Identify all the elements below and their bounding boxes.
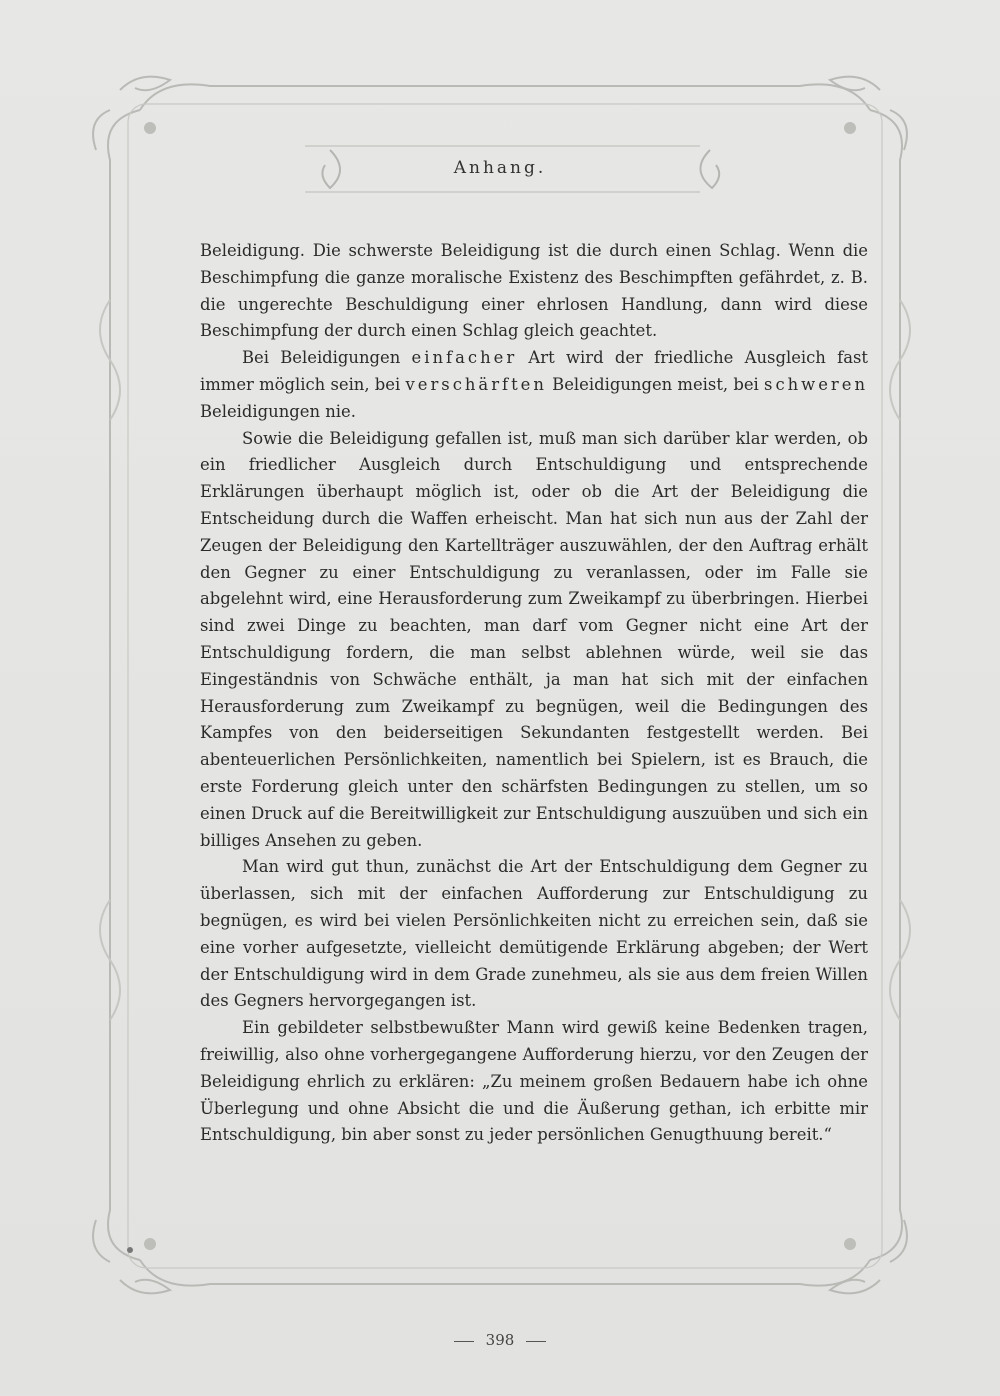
page-number-footer (0, 1331, 1000, 1349)
running-title: Anhang. (453, 158, 547, 178)
text-segment: Ein gebildeter selbstbewußter Mann wird gewiß keine Bedenken tragen, freiwillig, also ohne vorhergegangene Aufforderung hierzu, vor den Zeugen der Beleidigung ehrlich zu erklären: „Zu meinem großen Bedauern habe ich ohne Überlegung und ohne Absicht die und die Äußerung gethan, ich erbitte mir Entschuldigung, bin aber sonst zu jeder persönlichen Genugthuung bereit.“ (200, 1018, 868, 1145)
text-segment: Beleidigungen meist, bei (546, 374, 765, 394)
text-segment: Sowie die Beleidigung gefallen ist, muß man sich darüber klar werden, ob ein friedlicher Ausgleich durch Entschuldigung und entsprechende Erklärungen überhaupt möglich ist, oder ob die Art der Beleidigung die Entscheidung durch die Waffen erheischt. Man hat sich nun aus der Zahl der Zeugen der Beleidigung den Kartellträger auszuwählen, der den Auftrag erhält den Gegner zu einer Entschuldigung zu veranlassen, oder im Falle sie abgelehnt wird, eine Herausforderung zum Zweikampf zu überbringen. Hierbei sind zwei Dinge zu beachten, man darf vom Gegner nicht eine Art der Entschuldigung fordern, die man selbst ablehnen würde, weil sie das Eingeständnis von Schwäche enthält, ja man hat sich mit der einfachen Herausforderung zum Zweikampf zu begnügen, weil die Bedingungen des Kampfes von den beiderseitigen Sekundanten festgestellt werden. Bei abenteuerlichen Persönlichkeiten, namentlich bei Spielern, ist es Brauch, die erste Forderung gleich unter den schärfsten Bedingungen zu stellen, um so einen Druck auf die Bereitwilligkeit zur Entschuldigung auszuüben und sich ein billiges Ansehen zu geben. (200, 428, 868, 850)
paragraph-3 (200, 426, 868, 855)
text-segment: Bei Beleidigungen (242, 348, 412, 368)
paragraph-5 (200, 1015, 868, 1149)
paragraph-2 (200, 345, 868, 425)
dash-left (454, 1341, 474, 1342)
emphasis-verschaerften: verschärften (405, 374, 547, 394)
main-text (200, 238, 868, 1149)
page-number: 398 (485, 1331, 515, 1349)
text-segment: Beleidigung. Die schwerste Beleidigung ist die durch einen Schlag. Wenn die Beschimpfung die ganze moralische Existenz des Beschimpften gefährdet, z. B. die ungerechte Beschuldigung einer ehrlosen Handlung, dann wird diese Beschimpfung der durch einen Schlag gleich geachtet. (200, 241, 868, 341)
dash-right (526, 1341, 546, 1342)
paragraph-1 (200, 238, 868, 345)
emphasis-einfacher: einfacher (411, 348, 518, 368)
text-segment: Beleidigungen nie. (200, 401, 356, 421)
paragraph-4 (200, 854, 868, 1015)
text-segment: Man wird gut thun, zunächst die Art der Entschuldigung dem Gegner zu überlassen, sich mit der einfachen Aufforderung zur Entschuldigung zu begnügen, es wird bei vielen Persönlichkeiten nicht zu erreichen sein, daß sie eine vorher aufgesetzte, vielleicht demütigende Erklärung abgeben; der Wert der Entschuldigung wird in dem Grade zunehmeu, als sie aus dem freien Willen des Gegners hervorgegangen ist. (200, 857, 868, 1011)
text-segment: Art wird der friedliche Ausgleich fast immer möglich sein, bei (200, 348, 868, 394)
emphasis-schweren: schweren (764, 374, 868, 394)
